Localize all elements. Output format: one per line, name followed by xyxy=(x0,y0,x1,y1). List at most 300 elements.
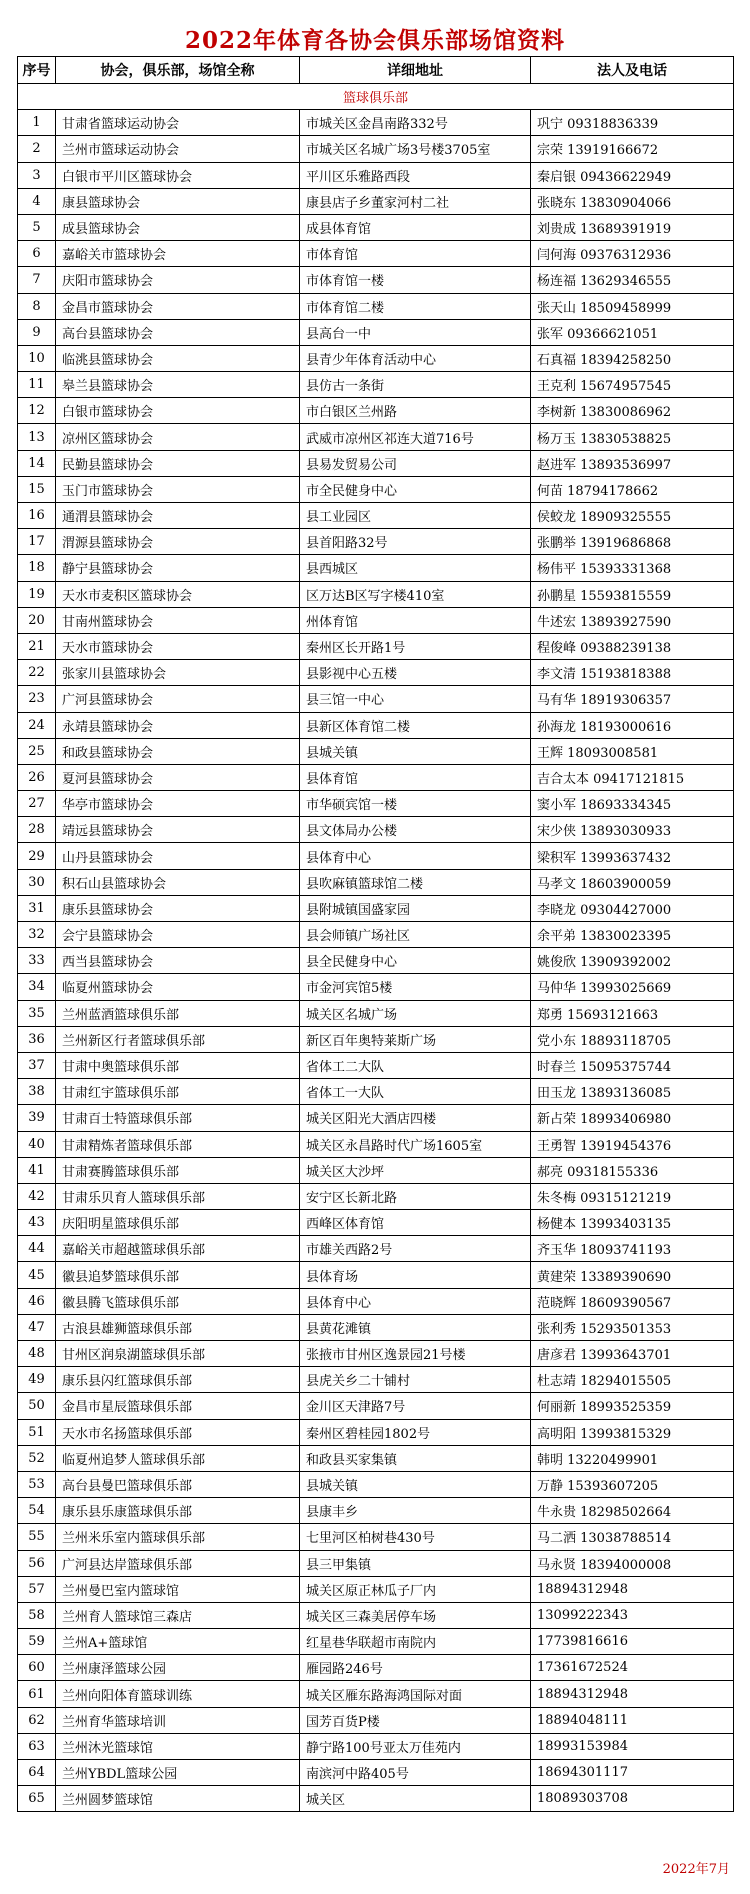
cell-address: 金川区天津路7号 xyxy=(300,1393,531,1419)
cell-address: 县康丰乡 xyxy=(300,1498,531,1524)
table-row xyxy=(18,1471,734,1497)
cell-name: 康乐县闪红篮球俱乐部 xyxy=(56,1367,300,1393)
cell-contact: 18694301117 xyxy=(531,1760,734,1786)
cell-index: 8 xyxy=(18,293,56,319)
cell-address: 市华硕宾馆一楼 xyxy=(300,791,531,817)
cell-contact: 吉合太本 09417121815 xyxy=(531,764,734,790)
cell-contact: 齐玉华 18093741193 xyxy=(531,1236,734,1262)
cell-index: 51 xyxy=(18,1419,56,1445)
cell-index: 12 xyxy=(18,398,56,424)
cell-address: 县仿古一条街 xyxy=(300,372,531,398)
cell-index: 36 xyxy=(18,1026,56,1052)
table-row xyxy=(18,581,734,607)
cell-contact: 万静 15393607205 xyxy=(531,1471,734,1497)
cell-contact: 高明阳 13993815329 xyxy=(531,1419,734,1445)
cell-index: 22 xyxy=(18,660,56,686)
cell-index: 23 xyxy=(18,686,56,712)
cell-contact: 刘贵成 13689391919 xyxy=(531,214,734,240)
table-row xyxy=(18,1131,734,1157)
header-address: 详细地址 xyxy=(300,57,531,84)
cell-name: 甘肃红宇篮球俱乐部 xyxy=(56,1079,300,1105)
cell-index: 39 xyxy=(18,1105,56,1131)
table-row xyxy=(18,241,734,267)
cell-contact: 马二洒 13038788514 xyxy=(531,1524,734,1550)
table-row xyxy=(18,1681,734,1707)
cell-address: 市体育馆一楼 xyxy=(300,267,531,293)
cell-name: 古浪县雄狮篮球俱乐部 xyxy=(56,1314,300,1340)
cell-address: 县工业园区 xyxy=(300,503,531,529)
cell-index: 40 xyxy=(18,1131,56,1157)
table-row xyxy=(18,895,734,921)
table-row xyxy=(18,1052,734,1078)
cell-name: 临洮县篮球协会 xyxy=(56,345,300,371)
cell-name: 兰州新区行者篮球俱乐部 xyxy=(56,1026,300,1052)
table-row xyxy=(18,1419,734,1445)
cell-contact: 马仲华 13993025669 xyxy=(531,974,734,1000)
cell-name: 康县篮球协会 xyxy=(56,188,300,214)
cell-contact: 18993153984 xyxy=(531,1733,734,1759)
cell-index: 10 xyxy=(18,345,56,371)
table-row xyxy=(18,293,734,319)
cell-contact: 张军 09366621051 xyxy=(531,319,734,345)
cell-contact: 马有华 18919306357 xyxy=(531,686,734,712)
table-row xyxy=(18,345,734,371)
section-row xyxy=(18,84,734,110)
cell-name: 甘肃百士特篮球俱乐部 xyxy=(56,1105,300,1131)
cell-name: 兰州育人篮球馆三森店 xyxy=(56,1602,300,1628)
cell-name: 甘南州篮球协会 xyxy=(56,607,300,633)
cell-name: 兰州YBDL篮球公园 xyxy=(56,1760,300,1786)
cell-contact: 杨伟平 15393331368 xyxy=(531,555,734,581)
cell-name: 徽县追梦篮球俱乐部 xyxy=(56,1262,300,1288)
cell-address: 城关区三森美居停车场 xyxy=(300,1602,531,1628)
table-row xyxy=(18,660,734,686)
cell-index: 29 xyxy=(18,843,56,869)
cell-index: 49 xyxy=(18,1367,56,1393)
cell-address: 静宁路100号亚太万佳苑内 xyxy=(300,1733,531,1759)
cell-name: 兰州米乐室内篮球俱乐部 xyxy=(56,1524,300,1550)
cell-name: 兰州曼巴室内篮球馆 xyxy=(56,1576,300,1602)
cell-address: 县三馆一中心 xyxy=(300,686,531,712)
cell-contact: 李晓龙 09304427000 xyxy=(531,895,734,921)
cell-contact: 王勇智 13919454376 xyxy=(531,1131,734,1157)
cell-contact: 张晓东 13830904066 xyxy=(531,188,734,214)
cell-index: 19 xyxy=(18,581,56,607)
cell-index: 31 xyxy=(18,895,56,921)
cell-address: 区万达B区写字楼410室 xyxy=(300,581,531,607)
cell-name: 永靖县篮球协会 xyxy=(56,712,300,738)
cell-contact: 牛述宏 13893927590 xyxy=(531,607,734,633)
cell-address: 城关区永昌路时代广场1605室 xyxy=(300,1131,531,1157)
table-row xyxy=(18,686,734,712)
cell-index: 53 xyxy=(18,1471,56,1497)
cell-name: 兰州康泽篮球公园 xyxy=(56,1655,300,1681)
cell-index: 42 xyxy=(18,1183,56,1209)
table-row xyxy=(18,319,734,345)
cell-name: 广河县达岸篮球俱乐部 xyxy=(56,1550,300,1576)
cell-index: 1 xyxy=(18,110,56,136)
table-row xyxy=(18,1524,734,1550)
cell-address: 省体工二大队 xyxy=(300,1052,531,1078)
header-index: 序号 xyxy=(18,57,56,84)
cell-index: 62 xyxy=(18,1707,56,1733)
table-row xyxy=(18,1341,734,1367)
cell-name: 静宁县篮球协会 xyxy=(56,555,300,581)
cell-index: 38 xyxy=(18,1079,56,1105)
cell-name: 金昌市篮球协会 xyxy=(56,293,300,319)
cell-index: 25 xyxy=(18,738,56,764)
cell-name: 成县篮球协会 xyxy=(56,214,300,240)
cell-address: 县吹麻镇篮球馆二楼 xyxy=(300,869,531,895)
cell-name: 庆阳市篮球协会 xyxy=(56,267,300,293)
cell-index: 64 xyxy=(18,1760,56,1786)
cell-index: 24 xyxy=(18,712,56,738)
cell-name: 康乐县乐康篮球俱乐部 xyxy=(56,1498,300,1524)
cell-name: 临夏州追梦人篮球俱乐部 xyxy=(56,1445,300,1471)
cell-contact: 田玉龙 13893136085 xyxy=(531,1079,734,1105)
cell-address: 省体工一大队 xyxy=(300,1079,531,1105)
cell-name: 兰州蓝酒篮球俱乐部 xyxy=(56,1000,300,1026)
cell-name: 兰州市篮球运动协会 xyxy=(56,136,300,162)
table-row xyxy=(18,1367,734,1393)
table-row xyxy=(18,922,734,948)
cell-name: 甘肃精炼者篮球俱乐部 xyxy=(56,1131,300,1157)
table-row xyxy=(18,1314,734,1340)
cell-address: 安宁区长新北路 xyxy=(300,1183,531,1209)
cell-name: 兰州A+篮球馆 xyxy=(56,1629,300,1655)
cell-name: 山丹县篮球协会 xyxy=(56,843,300,869)
table-row xyxy=(18,1445,734,1471)
cell-name: 兰州圆梦篮球馆 xyxy=(56,1786,300,1812)
table-row xyxy=(18,1105,734,1131)
cell-address: 城关区阳光大酒店四楼 xyxy=(300,1105,531,1131)
cell-contact: 杨万玉 13830538825 xyxy=(531,424,734,450)
cell-contact: 郑勇 15693121663 xyxy=(531,1000,734,1026)
cell-address: 和政县买家集镇 xyxy=(300,1445,531,1471)
table-row xyxy=(18,869,734,895)
cell-name: 西当县篮球协会 xyxy=(56,948,300,974)
table-row xyxy=(18,136,734,162)
table-row xyxy=(18,110,734,136)
cell-name: 华亭市篮球协会 xyxy=(56,791,300,817)
header-contact: 法人及电话 xyxy=(531,57,734,84)
table-row xyxy=(18,843,734,869)
table-row xyxy=(18,1236,734,1262)
cell-address: 城关区 xyxy=(300,1786,531,1812)
cell-name: 凉州区篮球协会 xyxy=(56,424,300,450)
table-row xyxy=(18,607,734,633)
cell-contact: 李文清 15193818388 xyxy=(531,660,734,686)
cell-address: 县城关镇 xyxy=(300,738,531,764)
cell-index: 61 xyxy=(18,1681,56,1707)
cell-name: 张家川县篮球协会 xyxy=(56,660,300,686)
cell-index: 16 xyxy=(18,503,56,529)
cell-contact: 王辉 18093008581 xyxy=(531,738,734,764)
cell-address: 县三甲集镇 xyxy=(300,1550,531,1576)
cell-name: 皋兰县篮球协会 xyxy=(56,372,300,398)
cell-name: 庆阳明星篮球俱乐部 xyxy=(56,1210,300,1236)
cell-address: 市城关区金昌南路332号 xyxy=(300,110,531,136)
cell-index: 11 xyxy=(18,372,56,398)
cell-address: 县黄花滩镇 xyxy=(300,1314,531,1340)
cell-contact: 何丽新 18993525359 xyxy=(531,1393,734,1419)
cell-contact: 孙鹏星 15593815559 xyxy=(531,581,734,607)
cell-contact: 马孝文 18603900059 xyxy=(531,869,734,895)
cell-name: 会宁县篮球协会 xyxy=(56,922,300,948)
cell-contact: 赵进军 13893536997 xyxy=(531,450,734,476)
cell-name: 高台县曼巴篮球俱乐部 xyxy=(56,1471,300,1497)
cell-index: 2 xyxy=(18,136,56,162)
cell-index: 37 xyxy=(18,1052,56,1078)
table-row xyxy=(18,1157,734,1183)
cell-index: 41 xyxy=(18,1157,56,1183)
cell-index: 34 xyxy=(18,974,56,1000)
cell-contact: 王克利 15674957545 xyxy=(531,372,734,398)
cell-contact: 闫何海 09376312936 xyxy=(531,241,734,267)
cell-contact: 宗荣 13919166672 xyxy=(531,136,734,162)
cell-address: 县西城区 xyxy=(300,555,531,581)
table-row xyxy=(18,1786,734,1812)
cell-contact: 侯蛟龙 18909325555 xyxy=(531,503,734,529)
table-row xyxy=(18,214,734,240)
cell-address: 市白银区兰州路 xyxy=(300,398,531,424)
cell-address: 县虎关乡二十铺村 xyxy=(300,1367,531,1393)
table-row xyxy=(18,1000,734,1026)
cell-index: 21 xyxy=(18,633,56,659)
table-row xyxy=(18,267,734,293)
cell-contact: 余平弟 13830023395 xyxy=(531,922,734,948)
cell-address: 市金河宾馆5楼 xyxy=(300,974,531,1000)
cell-contact: 何苗 18794178662 xyxy=(531,476,734,502)
cell-name: 白银市平川区篮球协会 xyxy=(56,162,300,188)
cell-contact: 程俊峰 09388239138 xyxy=(531,633,734,659)
cell-name: 甘肃赛腾篮球俱乐部 xyxy=(56,1157,300,1183)
table-row xyxy=(18,1393,734,1419)
cell-index: 6 xyxy=(18,241,56,267)
cell-address: 县体育场 xyxy=(300,1262,531,1288)
table-row xyxy=(18,948,734,974)
cell-address: 县会师镇广场社区 xyxy=(300,922,531,948)
cell-contact: 18894312948 xyxy=(531,1576,734,1602)
cell-name: 兰州沐光篮球馆 xyxy=(56,1733,300,1759)
cell-name: 积石山县篮球协会 xyxy=(56,869,300,895)
cell-address: 雁园路246号 xyxy=(300,1655,531,1681)
cell-name: 金昌市星辰篮球俱乐部 xyxy=(56,1393,300,1419)
cell-address: 县附城镇国盛家园 xyxy=(300,895,531,921)
cell-index: 18 xyxy=(18,555,56,581)
table-row xyxy=(18,450,734,476)
cell-contact: 梁积军 13993637432 xyxy=(531,843,734,869)
cell-index: 30 xyxy=(18,869,56,895)
cell-contact: 朱冬梅 09315121219 xyxy=(531,1183,734,1209)
cell-index: 14 xyxy=(18,450,56,476)
cell-contact: 郝亮 09318155336 xyxy=(531,1157,734,1183)
cell-name: 康乐县篮球协会 xyxy=(56,895,300,921)
table-row xyxy=(18,1079,734,1105)
cell-address: 市体育馆 xyxy=(300,241,531,267)
cell-address: 康县店子乡董家河村二社 xyxy=(300,188,531,214)
cell-address: 市雄关西路2号 xyxy=(300,1236,531,1262)
cell-index: 32 xyxy=(18,922,56,948)
cell-contact: 黄建荣 13389390690 xyxy=(531,1262,734,1288)
cell-index: 28 xyxy=(18,817,56,843)
cell-address: 国芳百货P楼 xyxy=(300,1707,531,1733)
cell-contact: 18089303708 xyxy=(531,1786,734,1812)
cell-address: 县体育中心 xyxy=(300,843,531,869)
table-row xyxy=(18,424,734,450)
table-row xyxy=(18,764,734,790)
cell-address: 成县体育馆 xyxy=(300,214,531,240)
table-row xyxy=(18,1733,734,1759)
cell-contact: 张鹏举 13919686868 xyxy=(531,529,734,555)
cell-name: 兰州向阳体育篮球训练 xyxy=(56,1681,300,1707)
table-row xyxy=(18,1602,734,1628)
cell-name: 甘肃省篮球运动协会 xyxy=(56,110,300,136)
cell-address: 城关区大沙坪 xyxy=(300,1157,531,1183)
table-row xyxy=(18,1707,734,1733)
cell-address: 市城关区名城广场3号楼3705室 xyxy=(300,136,531,162)
cell-address: 西峰区体育馆 xyxy=(300,1210,531,1236)
cell-index: 43 xyxy=(18,1210,56,1236)
cell-contact: 宋少侠 13893030933 xyxy=(531,817,734,843)
header-name: 协会，俱乐部，场馆全称 xyxy=(56,57,300,84)
cell-contact: 韩明 13220499901 xyxy=(531,1445,734,1471)
table-row xyxy=(18,633,734,659)
table-row xyxy=(18,738,734,764)
table-row xyxy=(18,712,734,738)
table-row xyxy=(18,1288,734,1314)
cell-name: 甘肃乐贝育人篮球俱乐部 xyxy=(56,1183,300,1209)
cell-address: 县影视中心五楼 xyxy=(300,660,531,686)
table-row xyxy=(18,529,734,555)
cell-address: 秦州区长开路1号 xyxy=(300,633,531,659)
page-title: 2022年体育各协会俱乐部场馆资料 xyxy=(184,27,565,54)
cell-index: 59 xyxy=(18,1629,56,1655)
cell-index: 65 xyxy=(18,1786,56,1812)
cell-index: 50 xyxy=(18,1393,56,1419)
cell-name: 和政县篮球协会 xyxy=(56,738,300,764)
cell-contact: 17361672524 xyxy=(531,1655,734,1681)
cell-address: 州体育馆 xyxy=(300,607,531,633)
cell-index: 4 xyxy=(18,188,56,214)
cell-index: 26 xyxy=(18,764,56,790)
cell-index: 20 xyxy=(18,607,56,633)
cell-contact: 孙海龙 18193000616 xyxy=(531,712,734,738)
cell-name: 广河县篮球协会 xyxy=(56,686,300,712)
cell-address: 县全民健身中心 xyxy=(300,948,531,974)
cell-index: 46 xyxy=(18,1288,56,1314)
cell-contact: 石真福 18394258250 xyxy=(531,345,734,371)
cell-address: 张掖市甘州区逸景园21号楼 xyxy=(300,1341,531,1367)
table-row xyxy=(18,476,734,502)
cell-index: 9 xyxy=(18,319,56,345)
header-row xyxy=(18,57,734,84)
table-row xyxy=(18,1183,734,1209)
cell-address: 市全民健身中心 xyxy=(300,476,531,502)
cell-name: 天水市麦积区篮球协会 xyxy=(56,581,300,607)
cell-address: 南滨河中路405号 xyxy=(300,1760,531,1786)
cell-index: 5 xyxy=(18,214,56,240)
cell-address: 县青少年体育活动中心 xyxy=(300,345,531,371)
cell-contact: 18894048111 xyxy=(531,1707,734,1733)
cell-index: 52 xyxy=(18,1445,56,1471)
cell-name: 玉门市篮球协会 xyxy=(56,476,300,502)
cell-name: 天水市篮球协会 xyxy=(56,633,300,659)
cell-contact: 18894312948 xyxy=(531,1681,734,1707)
table-row xyxy=(18,1760,734,1786)
cell-contact: 巩宁 09318836339 xyxy=(531,110,734,136)
cell-address: 七里河区柏树巷430号 xyxy=(300,1524,531,1550)
cell-index: 60 xyxy=(18,1655,56,1681)
cell-index: 35 xyxy=(18,1000,56,1026)
table-row xyxy=(18,791,734,817)
cell-contact: 范晓辉 18609390567 xyxy=(531,1288,734,1314)
cell-address: 县新区体育馆二楼 xyxy=(300,712,531,738)
cell-contact: 杨连福 13629346555 xyxy=(531,267,734,293)
cell-address: 秦州区碧桂园1802号 xyxy=(300,1419,531,1445)
cell-index: 47 xyxy=(18,1314,56,1340)
cell-address: 城关区雁东路海鸿国际对面 xyxy=(300,1681,531,1707)
cell-name: 嘉峪关市超越篮球俱乐部 xyxy=(56,1236,300,1262)
cell-name: 靖远县篮球协会 xyxy=(56,817,300,843)
cell-name: 甘肃中奥篮球俱乐部 xyxy=(56,1052,300,1078)
table-row xyxy=(18,1550,734,1576)
cell-contact: 窦小军 18693334345 xyxy=(531,791,734,817)
cell-address: 县高台一中 xyxy=(300,319,531,345)
table-row xyxy=(18,162,734,188)
cell-contact: 时春兰 15095375744 xyxy=(531,1052,734,1078)
venue-table xyxy=(17,56,734,1812)
cell-address: 县体育馆 xyxy=(300,764,531,790)
cell-index: 55 xyxy=(18,1524,56,1550)
cell-name: 夏河县篮球协会 xyxy=(56,764,300,790)
cell-index: 54 xyxy=(18,1498,56,1524)
table-row xyxy=(18,974,734,1000)
table-row xyxy=(18,188,734,214)
cell-contact: 张天山 18509458999 xyxy=(531,293,734,319)
table-row xyxy=(18,817,734,843)
table-row xyxy=(18,372,734,398)
table-row xyxy=(18,1629,734,1655)
cell-name: 甘州区润泉湖篮球俱乐部 xyxy=(56,1341,300,1367)
cell-contact: 唐彦君 13993643701 xyxy=(531,1341,734,1367)
cell-index: 13 xyxy=(18,424,56,450)
cell-index: 15 xyxy=(18,476,56,502)
cell-name: 高台县篮球协会 xyxy=(56,319,300,345)
cell-address: 县首阳路32号 xyxy=(300,529,531,555)
cell-contact: 杨健本 13993403135 xyxy=(531,1210,734,1236)
cell-contact: 马永贤 18394000008 xyxy=(531,1550,734,1576)
cell-index: 44 xyxy=(18,1236,56,1262)
cell-address: 新区百年奥特莱斯广场 xyxy=(300,1026,531,1052)
table-row xyxy=(18,1655,734,1681)
table-row xyxy=(18,555,734,581)
cell-name: 通渭县篮球协会 xyxy=(56,503,300,529)
cell-address: 城关区名城广场 xyxy=(300,1000,531,1026)
cell-contact: 13099222343 xyxy=(531,1602,734,1628)
cell-contact: 秦启银 09436622949 xyxy=(531,162,734,188)
table-row xyxy=(18,1262,734,1288)
cell-address: 城关区原正林瓜子厂内 xyxy=(300,1576,531,1602)
cell-address: 平川区乐雅路西段 xyxy=(300,162,531,188)
cell-contact: 牛永贵 18298502664 xyxy=(531,1498,734,1524)
table-row xyxy=(18,1026,734,1052)
cell-address: 红星巷华联超市南院内 xyxy=(300,1629,531,1655)
cell-index: 63 xyxy=(18,1733,56,1759)
cell-contact: 杜志靖 18294015505 xyxy=(531,1367,734,1393)
cell-index: 45 xyxy=(18,1262,56,1288)
cell-index: 33 xyxy=(18,948,56,974)
